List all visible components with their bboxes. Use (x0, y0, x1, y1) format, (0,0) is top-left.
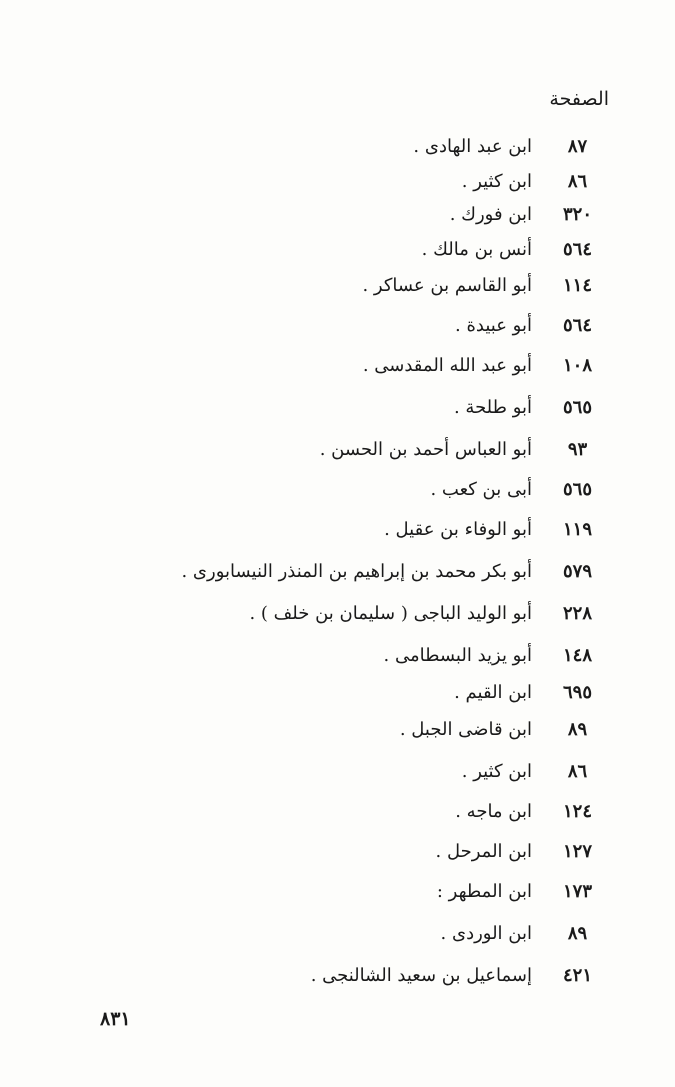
entry-page-number: ١١٤ (562, 274, 592, 296)
entry-page-number: ٥٦٥ (562, 396, 592, 418)
index-entry-row (362, 270, 605, 300)
entry-page-number: ١٢٧ (562, 840, 592, 862)
index-entry-row (462, 166, 605, 196)
entry-page-number: ٥٧٩ (562, 560, 592, 582)
entry-name: أبو يزيد البسطامى . (383, 644, 532, 666)
entry-name: ابن ماجه . (455, 800, 532, 822)
entry-name: إسماعيل بن سعيد الشالنجى . (310, 964, 532, 986)
index-entry-row (363, 350, 605, 380)
index-entry-row (400, 714, 605, 744)
entry-name: أبو الوفاء بن عقيل . (384, 518, 532, 540)
entry-page-number: ٩٣ (567, 438, 588, 460)
index-entry-row (450, 199, 605, 229)
entry-page-number: ٨٦ (567, 760, 588, 782)
entry-name: ابن القيم . (454, 681, 532, 703)
index-entry-row (249, 598, 605, 628)
entry-page-number: ١٠٨ (562, 354, 592, 376)
entry-name: ابن عبد الهادى . (413, 135, 532, 157)
index-entry-row (181, 556, 605, 586)
index-entry-row (436, 836, 605, 866)
entry-page-number: ٣٢٠ (562, 203, 592, 225)
entry-page-number: ١١٩ (562, 518, 592, 540)
index-entry-row (455, 796, 605, 826)
index-entry-row (384, 640, 605, 670)
entry-name: أبو القاسم بن عساكر . (362, 274, 532, 296)
index-entry-row (311, 960, 605, 990)
entry-name: أبو عبيدة . (455, 314, 532, 336)
entry-name: ابن كثير . (461, 760, 532, 782)
entry-name: ابن كثير . (461, 170, 532, 192)
entry-page-number: ٨٩ (567, 718, 588, 740)
entry-page-number: ٨٧ (567, 135, 588, 157)
entry-name: أبى بن كعب . (430, 478, 532, 500)
entry-page-number: ١٢٤ (562, 800, 592, 822)
entry-name: ابن الوردى . (440, 922, 532, 944)
entry-page-number: ١٧٣ (562, 880, 592, 902)
entry-name: أبو الوليد الباجى ( سليمان بن خلف ) . (249, 602, 532, 624)
entry-name: ابن المطهر : (436, 880, 532, 902)
index-entry-row (437, 876, 605, 906)
entry-page-number: ٥٦٤ (562, 238, 592, 260)
entry-page-number: ٤٢١ (562, 964, 592, 986)
page-column-header: الصفحة (549, 88, 609, 110)
entry-name: ابن قاضى الجبل . (399, 718, 532, 740)
entry-page-number: ٨٦ (567, 170, 588, 192)
index-entry-row (422, 234, 605, 264)
index-entry-row (454, 677, 605, 707)
entry-page-number: ٦٩٥ (562, 681, 592, 703)
index-entry-row (320, 434, 605, 464)
index-entry-row (413, 131, 605, 161)
entry-name: أنس بن مالك . (421, 238, 532, 260)
entry-page-number: ٨٩ (567, 922, 588, 944)
entry-page-number: ١٤٨ (562, 644, 592, 666)
entry-name: أبو بكر محمد بن إبراهيم بن المنذر النيسابورى . (181, 560, 532, 582)
index-entry-row (455, 310, 605, 340)
folio-number: ٨٣١ (100, 1008, 131, 1030)
entry-name: ابن المرحل . (435, 840, 532, 862)
index-entry-row (454, 392, 605, 422)
index-entry-row (462, 756, 605, 786)
entry-page-number: ٥٦٤ (562, 314, 592, 336)
entry-page-number: ٥٦٥ (562, 478, 592, 500)
entry-page-number: ٢٢٨ (562, 602, 592, 624)
entry-name: أبو عبد الله المقدسى . (362, 354, 532, 376)
entry-name: ابن فورك . (449, 203, 532, 225)
entry-name: أبو العباس أحمد بن الحسن . (319, 438, 532, 460)
entry-name: أبو طلحة . (453, 396, 532, 418)
index-entry-row (441, 918, 605, 948)
index-entry-row (384, 514, 605, 544)
index-entry-row (430, 474, 605, 504)
